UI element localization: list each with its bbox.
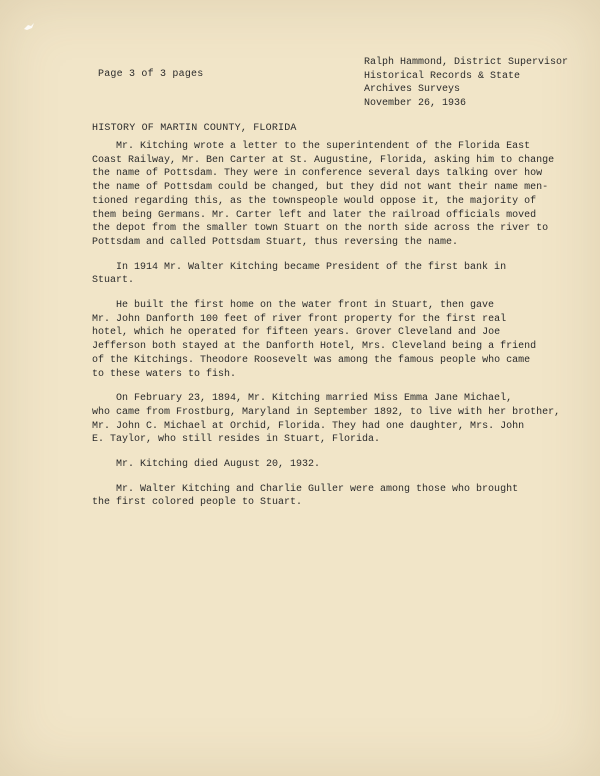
paper-stain-icon xyxy=(22,22,36,32)
paragraph xyxy=(92,299,552,381)
paragraph xyxy=(92,458,552,472)
text-line: hotel, which he operated for fifteen years. Grover Cleveland and Joe xyxy=(92,327,501,339)
text-line: He built the first home on the water front in Stuart, then gave xyxy=(116,300,495,312)
text-line: the name of Pottsdam could be changed, but they did not want their name men- xyxy=(92,182,549,194)
text-line: the first colored people to Stuart. xyxy=(92,497,303,509)
text-line: E. Taylor, who still resides in Stuart, Florida. xyxy=(92,434,381,446)
text-line: Jefferson both stayed at the Danforth Hotel, Mrs. Cleveland being a friend xyxy=(92,341,537,353)
text-line: Coast Railway, Mr. Ben Carter at St. Augustine, Florida, asking him to change xyxy=(92,154,555,166)
paragraph xyxy=(92,261,552,288)
text-line: Pottsdam and called Pottsdam Stuart, thus reversing the name. xyxy=(92,236,459,248)
text-line: the name of Pottsdam. They were in conference several days talking over how xyxy=(92,168,543,180)
header-line: Archives Surveys xyxy=(364,84,461,96)
header-line: November 26, 1936 xyxy=(364,97,467,109)
document-title: HISTORY OF MARTIN COUNTY, FLORIDA xyxy=(92,123,297,134)
text-line: the depot from the smaller town Stuart on the north side across the river to xyxy=(92,223,549,235)
text-line: who came from Frostburg, Maryland in September 1892, to live with her brother, xyxy=(92,406,561,418)
text-line: Mr. John Danforth 100 feet of river front property for the first real xyxy=(92,313,507,325)
text-line: them being Germans. Mr. Carter left and later the railroad officials moved xyxy=(92,209,537,221)
header-line: Historical Records & State xyxy=(364,70,521,82)
page-number: Page 3 of 3 pages xyxy=(98,69,204,80)
text-line: Mr. Kitching wrote a letter to the superintendent of the Florida East xyxy=(116,141,531,152)
text-line: Mr. Kitching died August 20, 1932. xyxy=(116,459,321,471)
text-line: to these waters to fish. xyxy=(92,368,237,380)
document-body xyxy=(92,140,561,521)
text-line: On February 23, 1894, Mr. Kitching married Miss Emma Jane Michael, xyxy=(116,393,513,405)
text-line: of the Kitchings. Theodore Roosevelt was among the famous people who came xyxy=(92,354,531,366)
header-line: Ralph Hammond, District Supervisor xyxy=(364,57,569,68)
paragraph xyxy=(92,392,561,447)
text-line: Mr. John C. Michael at Orchid, Florida. They had one daughter, Mrs. John xyxy=(92,420,525,432)
text-line: Stuart. xyxy=(92,275,135,287)
text-line: Mr. Walter Kitching and Charlie Guller were among those who brought xyxy=(116,483,519,495)
paragraph xyxy=(92,483,552,510)
paragraph xyxy=(92,140,555,250)
text-line: In 1914 Mr. Walter Kitching became President of the first bank in xyxy=(116,261,507,273)
header-block xyxy=(364,56,568,110)
text-line: tioned regarding this, as the townspeople would oppose it, the majority of xyxy=(92,195,537,207)
